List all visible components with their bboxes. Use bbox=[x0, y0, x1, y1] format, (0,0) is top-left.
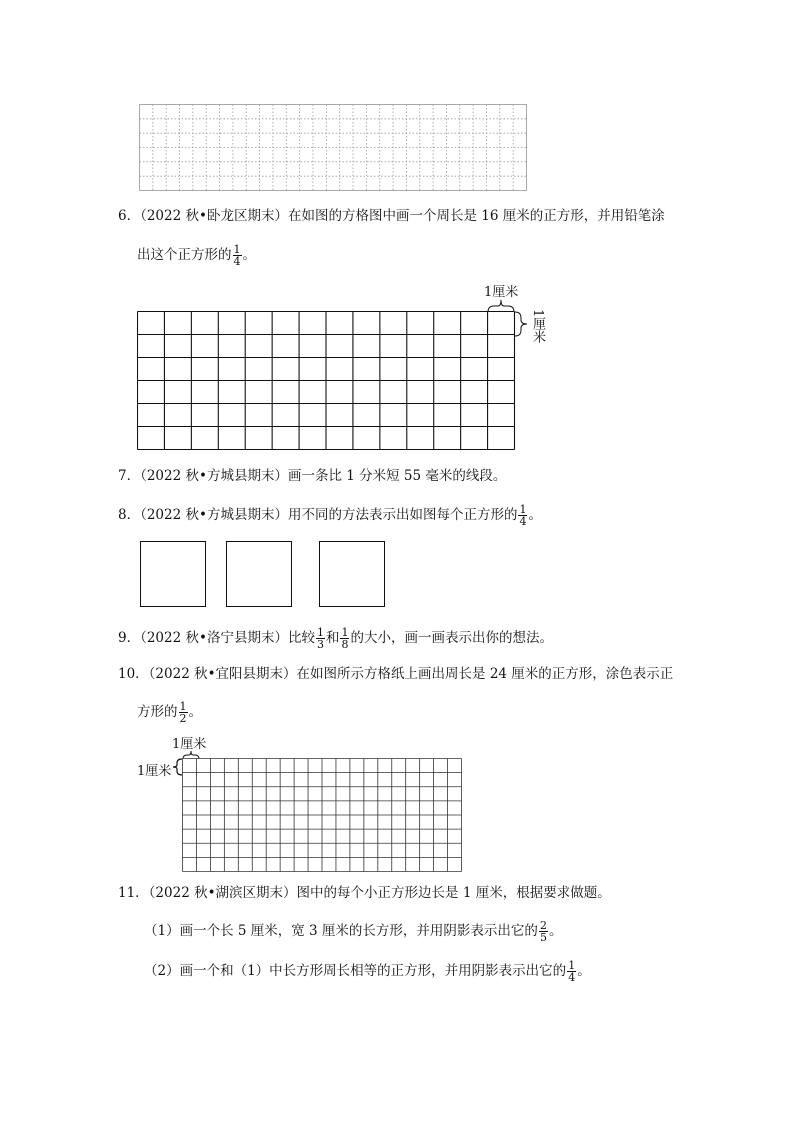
question-6-line1: 6．（2022 秋•卧龙区期末）在如图的方格图中画一个周长是 16 厘米的正方形，并用铅笔涂 bbox=[118, 208, 665, 224]
fraction-two-fifths: $\frac{2}{5}$ bbox=[539, 919, 547, 944]
question-9-prefix: 9．（2022 秋•洛宁县期末）比较 bbox=[118, 630, 315, 646]
question-11-sub2-suffix: 。 bbox=[577, 963, 591, 979]
q6-square-grid bbox=[137, 311, 517, 451]
question-6-prefix: 出这个正方形的 bbox=[137, 247, 232, 263]
question-11-sub1-suffix: 。 bbox=[548, 923, 563, 939]
question-6-suffix: 。 bbox=[242, 247, 256, 263]
question-9 bbox=[118, 627, 553, 650]
q8-square-3 bbox=[319, 541, 385, 607]
fraction-one-quarter: $\frac{1}{4}$ bbox=[568, 959, 576, 984]
question-10-line2 bbox=[137, 701, 202, 724]
question-11-line1: 11．（2022 秋•湖滨区期末）图中的每个小正方形边长是 1 厘米，根据要求做题。 bbox=[118, 885, 611, 901]
question-10-line1: 10．（2022 秋•宜阳县期末）在如图所示方格纸上画出周长是 24 厘米的正方形，涂色表示正 bbox=[118, 666, 674, 682]
q6-unit-top-label: 1厘米 bbox=[484, 285, 519, 300]
question-10-prefix: 方形的 bbox=[137, 704, 178, 720]
q6-unit-side-label: 1厘米 bbox=[530, 309, 545, 344]
fraction-one-quarter: $\frac{1}{4}$ bbox=[519, 503, 527, 528]
q8-square-2 bbox=[226, 541, 292, 607]
question-11-sub1 bbox=[144, 920, 562, 943]
question-8 bbox=[118, 504, 542, 527]
fraction-one-half: $\frac{1}{2}$ bbox=[179, 700, 187, 725]
question-7: 7．（2022 秋•方城县期末）画一条比 1 分米短 55 毫米的线段。 bbox=[118, 468, 507, 484]
top-dotted-grid bbox=[138, 103, 530, 193]
q8-square-1 bbox=[140, 541, 206, 607]
question-9-mid: 和 bbox=[325, 630, 340, 646]
question-11-sub1-prefix: （1）画一个长 5 厘米，宽 3 厘米的长方形，并用阴影表示出它的 bbox=[144, 923, 538, 939]
question-8-prefix: 8．（2022 秋•方城县期末）用不同的方法表示出如图每个正方形的 bbox=[118, 507, 518, 523]
question-9-suffix: 的大小，画一画表示出你的想法。 bbox=[350, 630, 553, 646]
fraction-one-eighth: $\frac{1}{8}$ bbox=[341, 626, 349, 651]
q10-square-grid bbox=[182, 758, 464, 874]
fraction-one-quarter: $\frac{1}{4}$ bbox=[233, 243, 241, 268]
question-8-suffix: 。 bbox=[528, 507, 542, 523]
q10-unit-side-label: 1厘米 bbox=[137, 764, 172, 779]
fraction-one-third: $\frac{1}{3}$ bbox=[316, 626, 324, 651]
q10-unit-top-label: 1厘米 bbox=[172, 737, 207, 752]
question-6-line2 bbox=[137, 244, 256, 267]
question-11-sub2 bbox=[144, 960, 591, 983]
question-11-sub2-prefix: （2）画一个和（1）中长方形周长相等的正方形，并用阴影表示出它的 bbox=[144, 963, 567, 979]
question-10-suffix: 。 bbox=[188, 704, 202, 720]
